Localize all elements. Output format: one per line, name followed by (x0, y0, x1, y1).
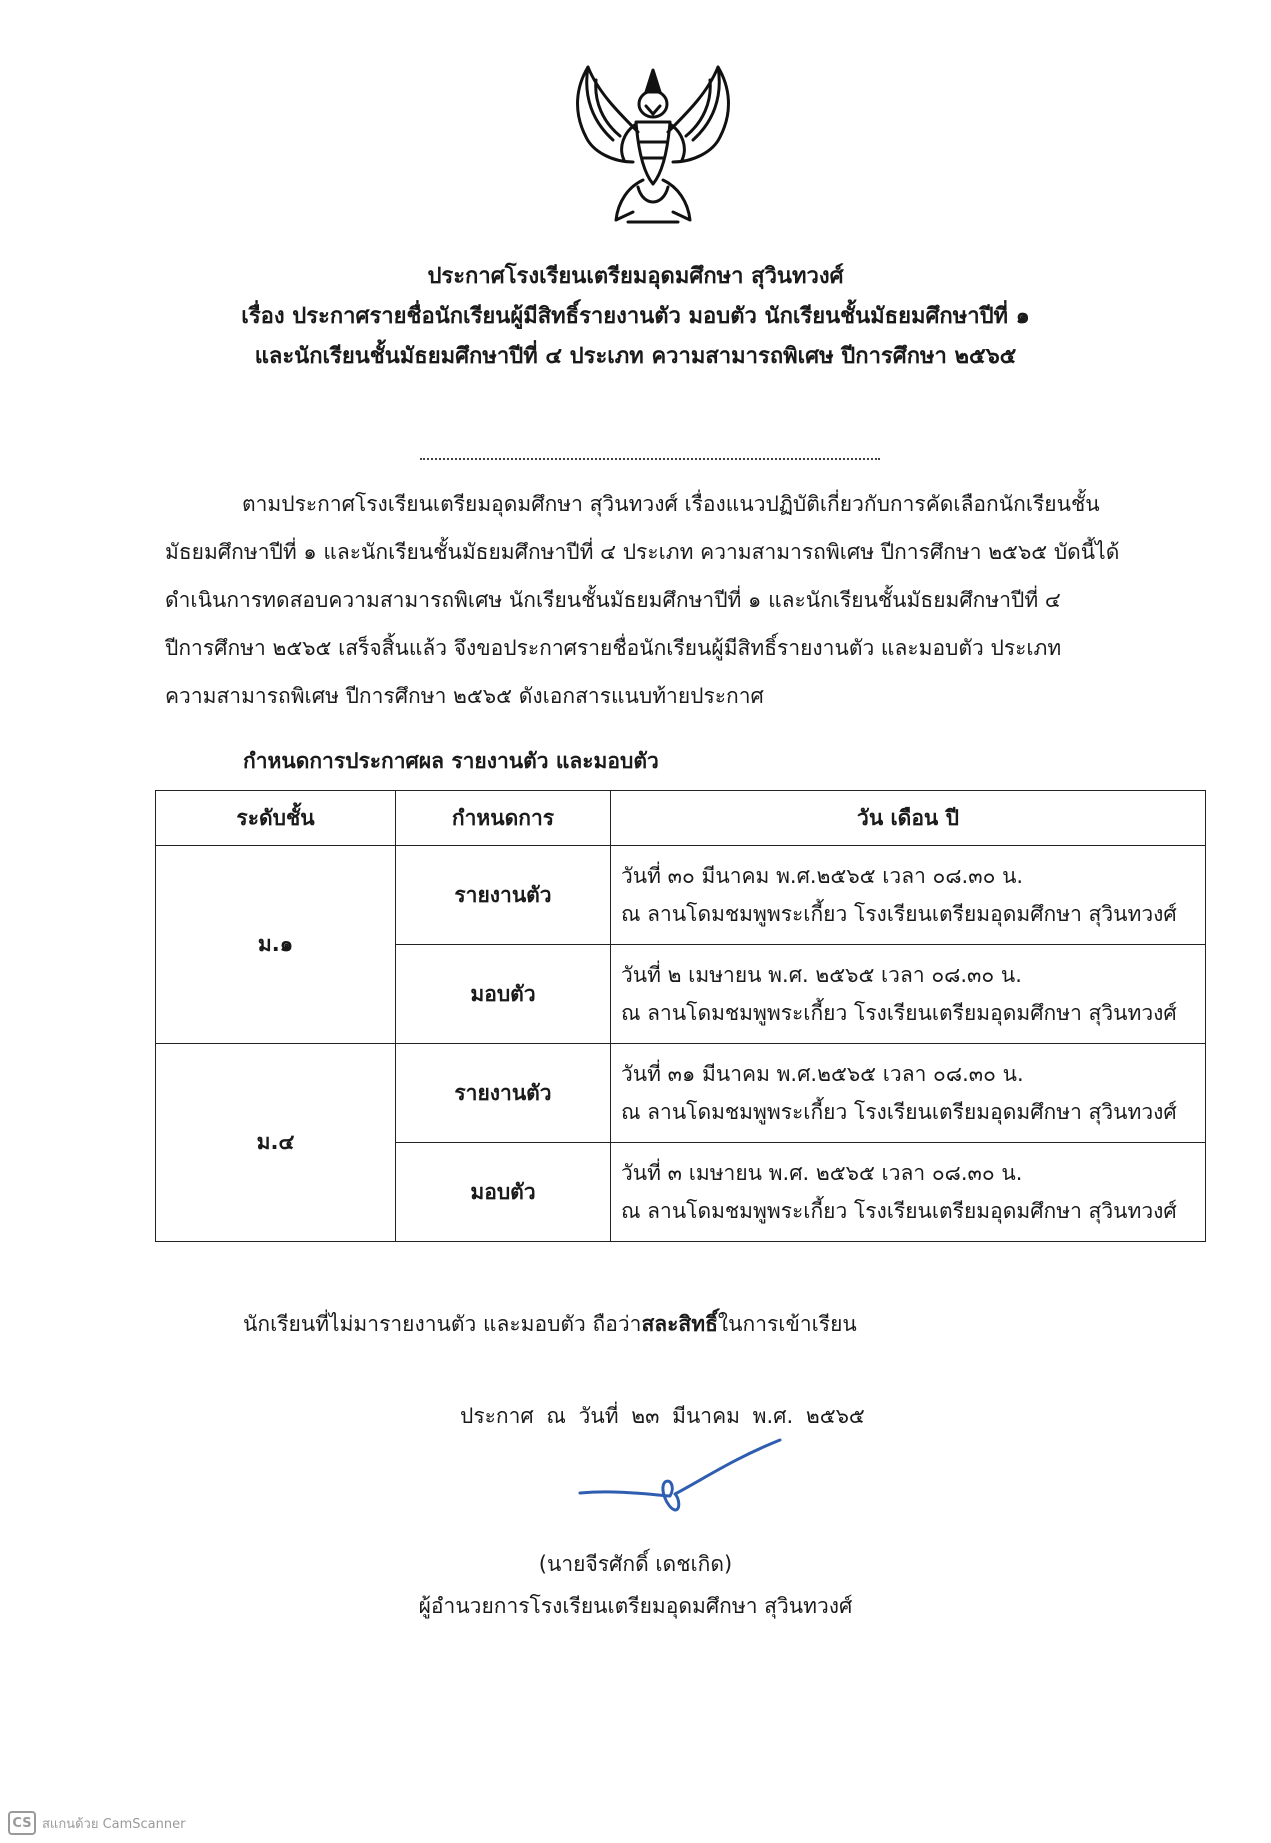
body-line: มัธยมศึกษาปีที่ ๑ และนักเรียนชั้นมัธยมศึกษาปีที่ ๔ ประเภท ความสามารถพิเศษ ปีการศึกษา ๒๕๖๕ บัดนี้ได้ (165, 540, 1120, 564)
column-header-date: วัน เดือน ปี (611, 791, 1206, 846)
document-subject-line-2: และนักเรียนชั้นมัธยมศึกษาปีที่ ๔ ประเภท ความสามารถพิเศษ ปีการศึกษา ๒๕๖๕ (254, 344, 1017, 369)
place-text: ณ ลานโดมชมพูพระเกี้ยว โรงเรียนเตรียมอุดมศึกษา สุวินทวงศ์ (621, 1001, 1177, 1025)
date-cell (611, 1143, 1206, 1242)
note-emphasis: สละสิทธิ์ (641, 1312, 718, 1336)
date-cell (611, 945, 1206, 1044)
date-text: วันที่ ๓๐ มีนาคม พ.ศ.๒๕๖๕ เวลา ๐๘.๓๐ น. (621, 864, 1024, 888)
activity-cell: มอบตัว (396, 1143, 611, 1242)
date-text: วันที่ ๓ เมษายน พ.ศ. ๒๕๖๕ เวลา ๐๘.๓๐ น. (621, 1161, 1023, 1185)
activity-cell: มอบตัว (396, 945, 611, 1044)
signer-position: ผู้อำนวยการโรงเรียนเตรียมอุดมศึกษา สุวินทวงศ์ (418, 1594, 853, 1618)
note-prefix: นักเรียนที่ไม่มารายงานตัว และมอบตัว ถือว่า (243, 1312, 642, 1336)
activity-cell: รายงานตัว (396, 846, 611, 945)
date-text: วันที่ ๒ เมษายน พ.ศ. ๒๕๖๕ เวลา ๐๘.๓๐ น. (621, 963, 1022, 987)
dotted-divider (420, 457, 880, 460)
level-cell: ม.๔ (156, 1044, 396, 1242)
schedule-table (155, 790, 1206, 1242)
table-row (156, 1044, 1206, 1143)
camscanner-text: สแกนด้วย CamScanner (42, 1816, 186, 1832)
body-line: ดำเนินการทดสอบความสามารถพิเศษ นักเรียนชั้นมัธยมศึกษาปีที่ ๑ และนักเรียนชั้นมัธยมศึกษาปีที่ ๔ (165, 588, 1061, 612)
place-text: ณ ลานโดมชมพูพระเกี้ยว โรงเรียนเตรียมอุดมศึกษา สุวินทวงศ์ (621, 1100, 1177, 1124)
document-subject-line-1: เรื่อง ประกาศรายชื่อนักเรียนผู้มีสิทธิ์รายงานตัว มอบตัว นักเรียนชั้นมัธยมศึกษาปีที่ ๑ (241, 304, 1030, 329)
level-cell: ม.๑ (156, 846, 396, 1044)
document-title: ประกาศโรงเรียนเตรียมอุดมศึกษา สุวินทวงศ์ (427, 264, 844, 289)
date-cell (611, 1044, 1206, 1143)
table-row (156, 846, 1206, 945)
date-cell (611, 846, 1206, 945)
table-header-row (156, 791, 1206, 846)
place-text: ณ ลานโดมชมพูพระเกี้ยว โรงเรียนเตรียมอุดมศึกษา สุวินทวงศ์ (621, 902, 1177, 926)
garuda-emblem-icon (558, 62, 748, 232)
body-line: ตามประกาศโรงเรียนเตรียมอุดมศึกษา สุวินทวงศ์ เรื่องแนวปฏิบัติเกี่ยวกับการคัดเลือกนักเรียนชั้น (242, 492, 1100, 516)
forfeit-note (243, 1308, 857, 1341)
note-suffix: ในการเข้าเรียน (717, 1312, 857, 1336)
announce-date: ประกาศ ณ วันที่ ๒๓ มีนาคม พ.ศ. ๒๕๖๕ (460, 1404, 865, 1428)
body-line: ปีการศึกษา ๒๕๖๕ เสร็จสิ้นแล้ว จึงขอประกาศรายชื่อนักเรียนผู้มีสิทธิ์รายงานตัว และมอบตัว ประเภท (165, 636, 1062, 660)
place-text: ณ ลานโดมชมพูพระเกี้ยว โรงเรียนเตรียมอุดมศึกษา สุวินทวงศ์ (621, 1199, 1177, 1223)
column-header-level: ระดับชั้น (156, 791, 396, 846)
camscanner-footer (8, 1810, 185, 1836)
signer-name: (นายจีรศักดิ์ เดชเกิด) (538, 1552, 733, 1576)
activity-cell: รายงานตัว (396, 1044, 611, 1143)
date-text: วันที่ ๓๑ มีนาคม พ.ศ.๒๕๖๕ เวลา ๐๘.๓๐ น. (621, 1062, 1024, 1086)
body-line: ความสามารถพิเศษ ปีการศึกษา ๒๕๖๕ ดังเอกสารแนบท้ายประกาศ (165, 684, 764, 708)
camscanner-logo-icon: CS (8, 1811, 36, 1835)
schedule-title: กำหนดการประกาศผล รายงานตัว และมอบตัว (243, 749, 659, 773)
column-header-activity: กำหนดการ (396, 791, 611, 846)
signature-image (575, 1438, 785, 1518)
body-paragraph (165, 480, 1150, 720)
